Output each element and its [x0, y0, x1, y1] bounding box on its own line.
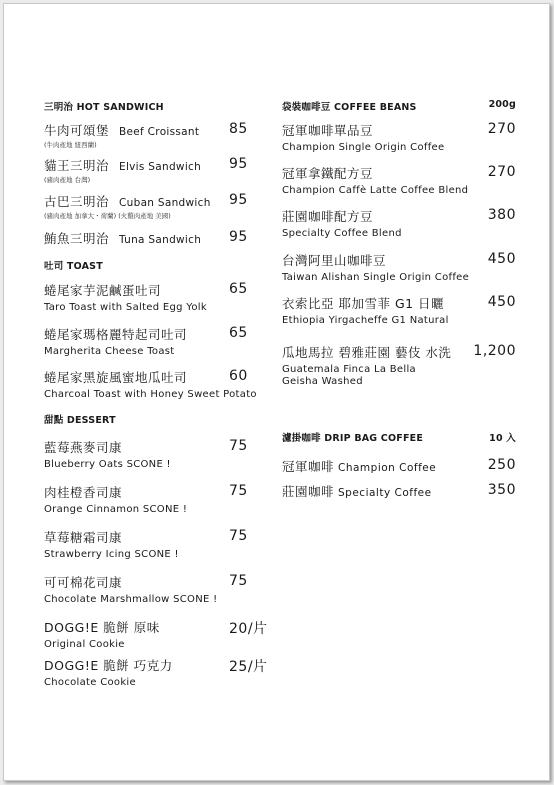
item-price: 270: [487, 164, 516, 180]
item-price: 450: [487, 294, 516, 310]
menu-item-chocolate-scone: [44, 573, 217, 605]
item-price: 250: [487, 457, 516, 473]
item-name-zh: 冠軍咖啡: [282, 459, 335, 474]
section-title-dessert: 甜點 DESSERT: [44, 415, 116, 426]
item-name-zh: 冠軍拿鐵配方豆: [282, 166, 374, 181]
item-name-zh: 莊園咖啡: [282, 484, 335, 499]
menu-item-beef-croissant: [44, 121, 199, 149]
menu-item-specialty-blend: [282, 207, 402, 239]
item-name-en: Blueberry Oats SCONE !: [44, 459, 171, 470]
item-price: 20/片: [229, 621, 268, 637]
item-name-en: Beef Croissant: [119, 126, 200, 138]
menu-item-guatemala-geisha: [282, 343, 451, 387]
item-name-zh: DOGG!E 脆餅 巧克力: [44, 658, 173, 673]
menu-item-taro-toast: [44, 281, 207, 313]
item-name-zh: 草莓糖霜司康: [44, 530, 123, 545]
item-name-zh: 蜷尾家芋泥鹹蛋吐司: [44, 283, 162, 298]
item-price: 75: [229, 573, 248, 589]
item-name-zh: 藍莓燕麥司康: [44, 440, 123, 455]
section-title-hot-sandwich: 三明治 HOT SANDWICH: [44, 102, 164, 113]
menu-item-margherita-toast: [44, 325, 187, 357]
item-name-en: Champion Single Origin Coffee: [282, 142, 445, 153]
item-price: 25/片: [229, 659, 268, 675]
item-name-en: Chocolate Marshmallow SCONE !: [44, 594, 218, 605]
item-name-zh: 冠軍咖啡單品豆: [282, 123, 374, 138]
item-price: 95: [229, 192, 248, 208]
menu-item-blueberry-scone: [44, 438, 171, 470]
item-name-en: Orange Cinnamon SCONE !: [44, 504, 188, 515]
item-name-en: Charcoal Toast with Honey Sweet Potato: [44, 389, 257, 400]
item-price: 65: [229, 281, 248, 297]
item-name-zh: 牛肉可頌堡: [44, 123, 110, 138]
beans-unit: 200g: [488, 99, 516, 110]
item-name-zh: 衣索比亞 耶加雪菲 G1 日曬: [282, 296, 445, 311]
item-name-zh: 貓王三明治: [44, 158, 110, 173]
item-name-en: Elvis Sandwich: [119, 161, 202, 173]
item-name-en: Strawberry Icing SCONE !: [44, 549, 179, 560]
item-price: 65: [229, 325, 248, 341]
item-name-en: Taiwan Alishan Single Origin Coffee: [282, 272, 470, 283]
item-origin-note: (豬肉產地 台灣): [44, 176, 91, 184]
menu-item-champion-latte-blend: [282, 164, 468, 196]
item-name-zh: 莊園咖啡配方豆: [282, 209, 374, 224]
item-name-zh: DOGG!E 脆餅 原味: [44, 620, 160, 635]
item-name-zh: 瓜地馬拉 碧雅莊園 藝伎 水洗: [282, 345, 452, 360]
item-price: 1,200: [473, 343, 516, 359]
item-price: 85: [229, 121, 248, 137]
item-origin-note: (豬肉產地 加拿大・荷蘭) (火雞肉產地 美國): [44, 212, 171, 220]
item-name-en: Tuna Sandwich: [119, 234, 202, 246]
item-name-en: Taro Toast with Salted Egg Yolk: [44, 302, 207, 313]
item-name-en: Champion Coffee: [338, 462, 437, 474]
menu-item-original-cookie: [44, 618, 160, 650]
item-origin-note: (牛肉產地 紐西蘭): [44, 141, 97, 149]
menu-item-tuna-sandwich: [44, 229, 201, 247]
item-name-zh: 可可棉花司康: [44, 575, 123, 590]
item-name-zh: 台灣阿里山咖啡豆: [282, 253, 387, 268]
item-name-en: Original Cookie: [44, 639, 125, 650]
item-name-en: Chocolate Cookie: [44, 677, 136, 688]
menu-item-charcoal-toast: [44, 368, 257, 400]
item-name-en: Margherita Cheese Toast: [44, 346, 175, 357]
menu-item-champion-single-origin: [282, 121, 444, 153]
section-title-coffee-beans: 袋裝咖啡豆 COFFEE BEANS: [282, 102, 417, 113]
item-name-zh: 肉桂橙香司康: [44, 485, 123, 500]
item-price: 350: [487, 482, 516, 498]
menu-item-drip-specialty: [282, 482, 432, 500]
item-name-zh: 古巴三明治: [44, 194, 110, 209]
item-name-en: Champion Caffè Latte Coffee Blend: [282, 185, 469, 196]
menu-item-drip-champion: [282, 457, 436, 475]
item-name-zh: 蜷尾家黑旋風蜜地瓜吐司: [44, 370, 188, 385]
section-title-toast: 吐司 TOAST: [44, 261, 103, 272]
menu-item-alishan: [282, 251, 469, 283]
item-price: 75: [229, 528, 248, 544]
menu-item-elvis-sandwich: [44, 156, 201, 184]
item-name-en-line2: Geisha Washed: [282, 376, 363, 387]
item-name-zh: 鮪魚三明治: [44, 231, 110, 246]
section-title-drip-bag: 濾掛咖啡 DRIP BAG COFFEE: [282, 433, 424, 444]
item-price: 75: [229, 438, 248, 454]
menu-item-yirgacheffe: [282, 294, 449, 326]
item-name-en: Cuban Sandwich: [119, 197, 211, 209]
item-price: 450: [487, 251, 516, 267]
item-name-en: Specialty Coffee Blend: [282, 228, 402, 239]
item-price: 95: [229, 229, 248, 245]
item-name-en: Ethiopia Yirgacheffe G1 Natural: [282, 315, 449, 326]
item-name-en: Guatemala Finca La Bella: [282, 364, 416, 375]
menu-item-cuban-sandwich: [44, 192, 211, 220]
menu-item-chocolate-cookie: [44, 656, 173, 688]
item-name-en: Specialty Coffee: [338, 487, 432, 499]
item-name-zh: 蜷尾家瑪格麗特起司吐司: [44, 327, 188, 342]
item-price: 75: [229, 483, 248, 499]
menu-item-strawberry-scone: [44, 528, 179, 560]
item-price: 95: [229, 156, 248, 172]
drip-unit: 10 入: [489, 433, 516, 444]
menu-page: [3, 3, 550, 781]
item-price: 380: [487, 207, 516, 223]
item-price: 270: [487, 121, 516, 137]
menu-item-orange-scone: [44, 483, 187, 515]
item-price: 60: [229, 368, 248, 384]
